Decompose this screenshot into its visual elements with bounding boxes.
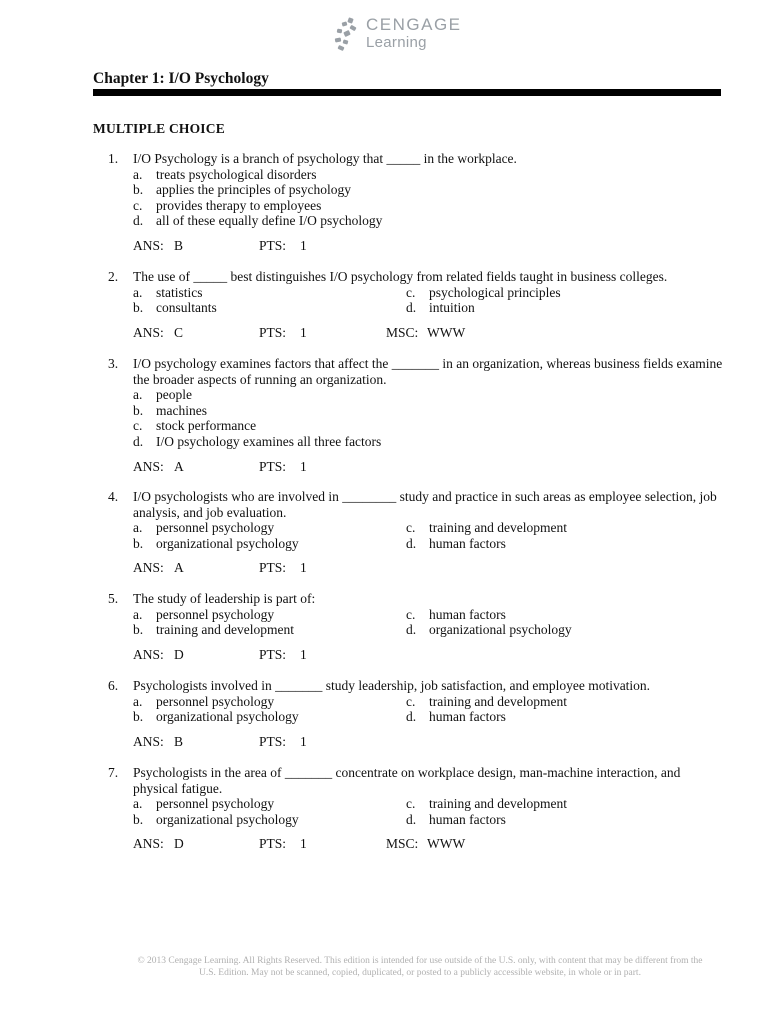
msc-label: MSC: bbox=[386, 324, 419, 340]
option-list: a. personnel psychology b. organizational psychology c. training and development d. human factors bbox=[133, 796, 567, 827]
question-4 bbox=[93, 489, 723, 576]
question-stem: Psychologists in the area of _______ concentrate on workplace design, man-machine interaction, and physical fatigue. bbox=[133, 765, 681, 796]
ans-label: ANS: bbox=[133, 458, 164, 474]
pts-label: PTS: bbox=[259, 458, 287, 474]
option-d: d. all of these equally define I/O psychology bbox=[133, 213, 383, 229]
pts-label: PTS: bbox=[259, 237, 287, 253]
option-b: b. applies the principles of psychology bbox=[133, 182, 351, 198]
ans-value: A bbox=[174, 560, 184, 576]
answer-row bbox=[133, 325, 723, 341]
question-6 bbox=[93, 678, 723, 750]
ans-value: A bbox=[174, 458, 184, 474]
answer-row bbox=[133, 647, 723, 663]
question-7 bbox=[93, 765, 723, 852]
ans-label: ANS: bbox=[133, 646, 164, 662]
pts-label: PTS: bbox=[259, 733, 287, 749]
pts-label: PTS: bbox=[259, 560, 287, 576]
option-d: d. I/O psychology examines all three factors bbox=[133, 433, 382, 449]
ans-label: ANS: bbox=[133, 560, 164, 576]
pts-value: 1 bbox=[300, 237, 307, 253]
ans-label: ANS: bbox=[133, 324, 164, 340]
pts-value: 1 bbox=[300, 324, 307, 340]
question-stem: I/O psychologists who are involved in ________ study and practice in such areas as employee selection, job analysis, and job evaluation. bbox=[133, 489, 717, 520]
question-number: 3. bbox=[108, 356, 119, 371]
cengage-logo-mark-icon bbox=[334, 18, 360, 52]
option-list bbox=[133, 167, 723, 229]
option-b: b. machines bbox=[133, 402, 207, 418]
title-rule bbox=[93, 89, 721, 96]
option-list: a. statistics b. consultants c. psychological principles d. intuition bbox=[133, 284, 561, 316]
ans-value: B bbox=[174, 237, 184, 253]
option-c: c. stock performance bbox=[133, 418, 257, 434]
pts-value: 1 bbox=[300, 733, 307, 749]
option-a: a. treats psychological disorders bbox=[133, 166, 317, 182]
section-heading: MULTIPLE CHOICE bbox=[93, 121, 225, 136]
ans-value: C bbox=[174, 324, 184, 340]
pts-label: PTS: bbox=[259, 836, 287, 852]
question-number: 5. bbox=[108, 591, 119, 606]
pts-value: 1 bbox=[300, 458, 307, 474]
option-list bbox=[133, 387, 723, 449]
ans-label: ANS: bbox=[133, 836, 164, 852]
msc-value: WWW bbox=[427, 324, 466, 340]
question-stem: Psychologists involved in _______ study leadership, job satisfaction, and employee motivation. bbox=[133, 678, 651, 693]
answer-row bbox=[133, 734, 723, 750]
option-list: a. personnel psychology b. training and development c. human factors d. organizational psychology bbox=[133, 606, 572, 638]
option-list: a. personnel psychology b. organizational psychology c. training and development d. human factors bbox=[133, 520, 567, 551]
answer-row bbox=[133, 459, 723, 475]
pts-value: 1 bbox=[300, 836, 307, 852]
question-number: 1. bbox=[108, 151, 119, 166]
pts-label: PTS: bbox=[259, 324, 287, 340]
question-3 bbox=[93, 356, 723, 475]
pts-label: PTS: bbox=[259, 646, 287, 662]
question-stem: The use of _____ best distinguishes I/O psychology from related fields taught in business colleges. bbox=[133, 269, 668, 284]
msc-label: MSC: bbox=[386, 836, 419, 852]
question-stem: I/O Psychology is a branch of psychology that _____ in the workplace. bbox=[133, 151, 517, 166]
logo-brand-text: CENGAGE bbox=[366, 15, 462, 34]
question-2 bbox=[93, 269, 723, 341]
cengage-logo bbox=[334, 16, 464, 56]
question-stem: The study of leadership is part of: bbox=[133, 591, 316, 606]
pts-value: 1 bbox=[300, 646, 307, 662]
option-a: a. people bbox=[133, 387, 192, 403]
option-c: c. provides therapy to employees bbox=[133, 197, 322, 213]
question-number: 7. bbox=[108, 765, 119, 780]
pts-value: 1 bbox=[300, 560, 307, 576]
ans-value: D bbox=[174, 836, 184, 852]
question-1 bbox=[93, 151, 723, 254]
ans-label: ANS: bbox=[133, 237, 164, 253]
question-number: 4. bbox=[108, 489, 119, 504]
ans-value: D bbox=[174, 646, 184, 662]
ans-label: ANS: bbox=[133, 733, 164, 749]
chapter-title: Chapter 1: I/O Psychology bbox=[93, 70, 269, 87]
question-number: 2. bbox=[108, 269, 119, 284]
copyright-footer: © 2013 Cengage Learning. All Rights Reserved. This edition is intended for use outside of the U.S. only, with content that may be different from the U.S. Edition. May not be scanned, copied, duplicated, or posted to a publicly accessible website, in whole or in part. bbox=[137, 956, 703, 978]
option-list: a. personnel psychology b. organizational psychology c. training and development d. human factors bbox=[133, 693, 567, 725]
logo-sub-text: Learning bbox=[366, 34, 427, 51]
msc-value: WWW bbox=[427, 836, 466, 852]
question-stem: I/O psychology examines factors that affect the _______ in an organization, whereas business fields examine the broader aspects of running an organization. bbox=[133, 356, 723, 387]
ans-value: B bbox=[174, 733, 184, 749]
answer-row bbox=[133, 560, 723, 576]
answer-row bbox=[133, 836, 723, 852]
question-number: 6. bbox=[108, 678, 119, 693]
question-5 bbox=[93, 591, 723, 663]
answer-row bbox=[133, 238, 723, 254]
